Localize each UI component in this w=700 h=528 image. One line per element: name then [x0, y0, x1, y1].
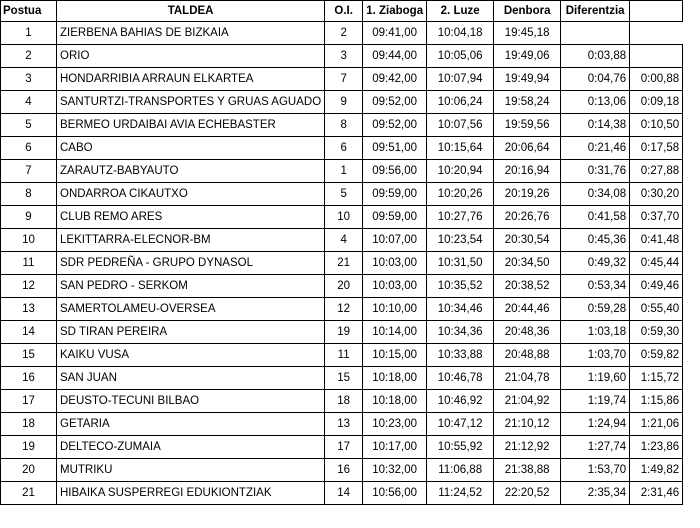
- cell-taldea: DEUSTO-TECUNI BILBAO: [57, 390, 325, 413]
- table-row: [1, 321, 683, 344]
- cell-postua: 15: [1, 344, 57, 367]
- cell-postua: 14: [1, 321, 57, 344]
- cell-luze: 10:20,26: [427, 183, 494, 206]
- cell-diferentzia: 2:35,34: [561, 482, 630, 505]
- cell-diferentzia-2: 0:00,88: [630, 68, 683, 91]
- cell-denbora: 19:58,24: [494, 91, 561, 114]
- cell-ziaboga: 09:56,00: [363, 160, 427, 183]
- cell-luze: 10:47,12: [427, 413, 494, 436]
- table-row: [1, 22, 683, 45]
- cell-postua: 13: [1, 298, 57, 321]
- cell-postua: 16: [1, 367, 57, 390]
- table-row: [1, 252, 683, 275]
- cell-ziaboga: 10:03,00: [363, 252, 427, 275]
- header-oi: O.I.: [325, 1, 363, 22]
- cell-denbora: 21:04,78: [494, 367, 561, 390]
- cell-postua: 1: [1, 22, 57, 45]
- cell-postua: 2: [1, 45, 57, 68]
- cell-luze: 10:05,06: [427, 45, 494, 68]
- cell-oi: 8: [325, 114, 363, 137]
- cell-diferentzia-2: 0:45,44: [630, 252, 683, 275]
- table-row: [1, 459, 683, 482]
- cell-oi: 17: [325, 436, 363, 459]
- cell-diferentzia: 1:27,74: [561, 436, 630, 459]
- table-row: [1, 206, 683, 229]
- cell-postua: 11: [1, 252, 57, 275]
- cell-diferentzia: 0:04,76: [561, 68, 630, 91]
- cell-postua: 8: [1, 183, 57, 206]
- table-row: [1, 160, 683, 183]
- cell-postua: 5: [1, 114, 57, 137]
- cell-luze: 11:06,88: [427, 459, 494, 482]
- cell-diferentzia: 0:31,76: [561, 160, 630, 183]
- cell-denbora: 20:19,26: [494, 183, 561, 206]
- cell-luze: 10:55,92: [427, 436, 494, 459]
- cell-luze: 10:15,64: [427, 137, 494, 160]
- cell-luze: 11:24,52: [427, 482, 494, 505]
- cell-diferentzia: 1:19,74: [561, 390, 630, 413]
- cell-taldea: CABO: [57, 137, 325, 160]
- cell-denbora: 21:38,88: [494, 459, 561, 482]
- cell-luze: 10:34,46: [427, 298, 494, 321]
- cell-denbora: 21:04,92: [494, 390, 561, 413]
- cell-luze: 10:31,50: [427, 252, 494, 275]
- cell-diferentzia-2: [630, 45, 683, 68]
- cell-diferentzia-2: 1:21,06: [630, 413, 683, 436]
- cell-taldea: ZIERBENA BAHIAS DE BIZKAIA: [57, 22, 325, 45]
- cell-luze: 10:06,24: [427, 91, 494, 114]
- cell-diferentzia-2: [630, 22, 683, 45]
- cell-oi: 3: [325, 45, 363, 68]
- cell-diferentzia: 0:49,32: [561, 252, 630, 275]
- cell-taldea: SAN PEDRO - SERKOM: [57, 275, 325, 298]
- cell-oi: 19: [325, 321, 363, 344]
- cell-oi: 13: [325, 413, 363, 436]
- cell-oi: 2: [325, 22, 363, 45]
- cell-postua: 9: [1, 206, 57, 229]
- cell-denbora: 19:49,94: [494, 68, 561, 91]
- cell-postua: 20: [1, 459, 57, 482]
- table-row: [1, 482, 683, 505]
- cell-denbora: 20:06,64: [494, 137, 561, 160]
- cell-ziaboga: 09:42,00: [363, 68, 427, 91]
- cell-luze: 10:20,94: [427, 160, 494, 183]
- header-luze: 2. Luze: [427, 1, 494, 22]
- cell-taldea: DELTECO-ZUMAIA: [57, 436, 325, 459]
- cell-ziaboga: 10:18,00: [363, 367, 427, 390]
- cell-oi: 9: [325, 91, 363, 114]
- cell-taldea: SANTURTZI-TRANSPORTES Y GRUAS AGUADO: [57, 91, 325, 114]
- cell-ziaboga: 10:17,00: [363, 436, 427, 459]
- cell-diferentzia-2: 0:37,70: [630, 206, 683, 229]
- cell-postua: 18: [1, 413, 57, 436]
- cell-luze: 10:33,88: [427, 344, 494, 367]
- cell-diferentzia: 0:59,28: [561, 298, 630, 321]
- cell-oi: 20: [325, 275, 363, 298]
- cell-oi: 15: [325, 367, 363, 390]
- cell-oi: 5: [325, 183, 363, 206]
- cell-oi: 14: [325, 482, 363, 505]
- cell-diferentzia-2: 0:27,88: [630, 160, 683, 183]
- cell-ziaboga: 10:15,00: [363, 344, 427, 367]
- cell-diferentzia: 1:03,18: [561, 321, 630, 344]
- cell-denbora: 20:34,50: [494, 252, 561, 275]
- cell-denbora: 21:12,92: [494, 436, 561, 459]
- cell-ziaboga: 10:32,00: [363, 459, 427, 482]
- cell-luze: 10:34,36: [427, 321, 494, 344]
- cell-postua: 12: [1, 275, 57, 298]
- header-ziaboga: 1. Ziaboga: [363, 1, 427, 22]
- cell-diferentzia: 0:21,46: [561, 137, 630, 160]
- cell-diferentzia-2: 0:41,48: [630, 229, 683, 252]
- cell-diferentzia: 0:34,08: [561, 183, 630, 206]
- table-row: [1, 114, 683, 137]
- cell-taldea: ORIO: [57, 45, 325, 68]
- table-body: [1, 22, 683, 505]
- cell-diferentzia-2: 1:15,86: [630, 390, 683, 413]
- cell-taldea: ZARAUTZ-BABYAUTO: [57, 160, 325, 183]
- cell-luze: 10:35,52: [427, 275, 494, 298]
- cell-postua: 6: [1, 137, 57, 160]
- table-row: [1, 367, 683, 390]
- cell-denbora: 19:49,06: [494, 45, 561, 68]
- cell-luze: 10:07,94: [427, 68, 494, 91]
- cell-ziaboga: 09:41,00: [363, 22, 427, 45]
- cell-diferentzia-2: 0:49,46: [630, 275, 683, 298]
- cell-ziaboga: 09:59,00: [363, 183, 427, 206]
- table-row: [1, 91, 683, 114]
- header-blank: [630, 1, 683, 22]
- cell-taldea: SD TIRAN PEREIRA: [57, 321, 325, 344]
- cell-taldea: SAN JUAN: [57, 367, 325, 390]
- cell-taldea: HIBAIKA SUSPERREGI EDUKIONTZIAK: [57, 482, 325, 505]
- cell-taldea: GETARIA: [57, 413, 325, 436]
- cell-diferentzia-2: 0:17,58: [630, 137, 683, 160]
- cell-luze: 10:46,78: [427, 367, 494, 390]
- cell-diferentzia: 0:14,38: [561, 114, 630, 137]
- table-row: [1, 68, 683, 91]
- cell-ziaboga: 10:03,00: [363, 275, 427, 298]
- cell-diferentzia-2: 0:59,82: [630, 344, 683, 367]
- cell-diferentzia: 0:45,36: [561, 229, 630, 252]
- table-row: [1, 229, 683, 252]
- table-row: [1, 390, 683, 413]
- cell-ziaboga: 10:14,00: [363, 321, 427, 344]
- cell-oi: 7: [325, 68, 363, 91]
- cell-denbora: 20:16,94: [494, 160, 561, 183]
- cell-denbora: 20:44,46: [494, 298, 561, 321]
- cell-ziaboga: 10:18,00: [363, 390, 427, 413]
- cell-diferentzia: 0:13,06: [561, 91, 630, 114]
- cell-diferentzia-2: 0:55,40: [630, 298, 683, 321]
- cell-diferentzia-2: 1:49,82: [630, 459, 683, 482]
- cell-luze: 10:46,92: [427, 390, 494, 413]
- cell-postua: 3: [1, 68, 57, 91]
- table-row: [1, 413, 683, 436]
- cell-diferentzia-2: 0:59,30: [630, 321, 683, 344]
- cell-diferentzia-2: 1:15,72: [630, 367, 683, 390]
- cell-oi: 18: [325, 390, 363, 413]
- cell-denbora: 20:48,88: [494, 344, 561, 367]
- cell-diferentzia: 0:53,34: [561, 275, 630, 298]
- cell-diferentzia: 1:24,94: [561, 413, 630, 436]
- cell-oi: 21: [325, 252, 363, 275]
- table-row: [1, 275, 683, 298]
- cell-diferentzia-2: 1:23,86: [630, 436, 683, 459]
- cell-luze: 10:23,54: [427, 229, 494, 252]
- cell-oi: 11: [325, 344, 363, 367]
- cell-diferentzia-2: 2:31,46: [630, 482, 683, 505]
- cell-ziaboga: 10:23,00: [363, 413, 427, 436]
- cell-ziaboga: 09:51,00: [363, 137, 427, 160]
- cell-postua: 4: [1, 91, 57, 114]
- cell-oi: 4: [325, 229, 363, 252]
- header-taldea: TALDEA: [57, 1, 325, 22]
- cell-denbora: 20:38,52: [494, 275, 561, 298]
- cell-denbora: 19:45,18: [494, 22, 561, 45]
- cell-taldea: LEKITTARRA-ELECNOR-BM: [57, 229, 325, 252]
- cell-luze: 10:04,18: [427, 22, 494, 45]
- cell-denbora: 20:26,76: [494, 206, 561, 229]
- cell-postua: 21: [1, 482, 57, 505]
- table-row: [1, 298, 683, 321]
- cell-taldea: ONDARROA CIKAUTXO: [57, 183, 325, 206]
- table-row: [1, 137, 683, 160]
- table-row: [1, 183, 683, 206]
- cell-denbora: 19:59,56: [494, 114, 561, 137]
- cell-taldea: MUTRIKU: [57, 459, 325, 482]
- cell-taldea: HONDARRIBIA ARRAUN ELKARTEA: [57, 68, 325, 91]
- table-row: [1, 45, 683, 68]
- cell-taldea: CLUB REMO ARES: [57, 206, 325, 229]
- cell-ziaboga: 10:56,00: [363, 482, 427, 505]
- cell-diferentzia: 0:03,88: [561, 45, 630, 68]
- cell-ziaboga: 09:52,00: [363, 91, 427, 114]
- cell-diferentzia: 0:41,58: [561, 206, 630, 229]
- cell-oi: 1: [325, 160, 363, 183]
- cell-luze: 10:07,56: [427, 114, 494, 137]
- cell-diferentzia-2: 0:30,20: [630, 183, 683, 206]
- cell-diferentzia: 1:19,60: [561, 367, 630, 390]
- cell-taldea: SDR PEDREÑA - GRUPO DYNASOL: [57, 252, 325, 275]
- cell-diferentzia: 1:53,70: [561, 459, 630, 482]
- cell-ziaboga: 09:44,00: [363, 45, 427, 68]
- header-row: [1, 1, 683, 22]
- cell-oi: 16: [325, 459, 363, 482]
- cell-oi: 12: [325, 298, 363, 321]
- cell-denbora: 20:48,36: [494, 321, 561, 344]
- cell-denbora: 21:10,12: [494, 413, 561, 436]
- cell-luze: 10:27,76: [427, 206, 494, 229]
- cell-taldea: BERMEO URDAIBAI AVIA ECHEBASTER: [57, 114, 325, 137]
- cell-ziaboga: 09:52,00: [363, 114, 427, 137]
- cell-diferentzia-2: 0:10,50: [630, 114, 683, 137]
- cell-postua: 17: [1, 390, 57, 413]
- cell-ziaboga: 10:07,00: [363, 229, 427, 252]
- cell-denbora: 20:30,54: [494, 229, 561, 252]
- table-row: [1, 344, 683, 367]
- header-postua: Postua: [1, 1, 57, 22]
- table-row: [1, 436, 683, 459]
- cell-taldea: KAIKU VUSA: [57, 344, 325, 367]
- cell-ziaboga: 09:59,00: [363, 206, 427, 229]
- cell-postua: 10: [1, 229, 57, 252]
- cell-postua: 19: [1, 436, 57, 459]
- cell-postua: 7: [1, 160, 57, 183]
- header-diferentzia: Diferentzia: [561, 1, 630, 22]
- cell-oi: 10: [325, 206, 363, 229]
- header-denbora: Denbora: [494, 1, 561, 22]
- cell-oi: 6: [325, 137, 363, 160]
- cell-ziaboga: 10:10,00: [363, 298, 427, 321]
- cell-diferentzia: [561, 22, 630, 45]
- cell-taldea: SAMERTOLAMEU-OVERSEA: [57, 298, 325, 321]
- cell-diferentzia: 1:03,70: [561, 344, 630, 367]
- cell-diferentzia-2: 0:09,18: [630, 91, 683, 114]
- cell-denbora: 22:20,52: [494, 482, 561, 505]
